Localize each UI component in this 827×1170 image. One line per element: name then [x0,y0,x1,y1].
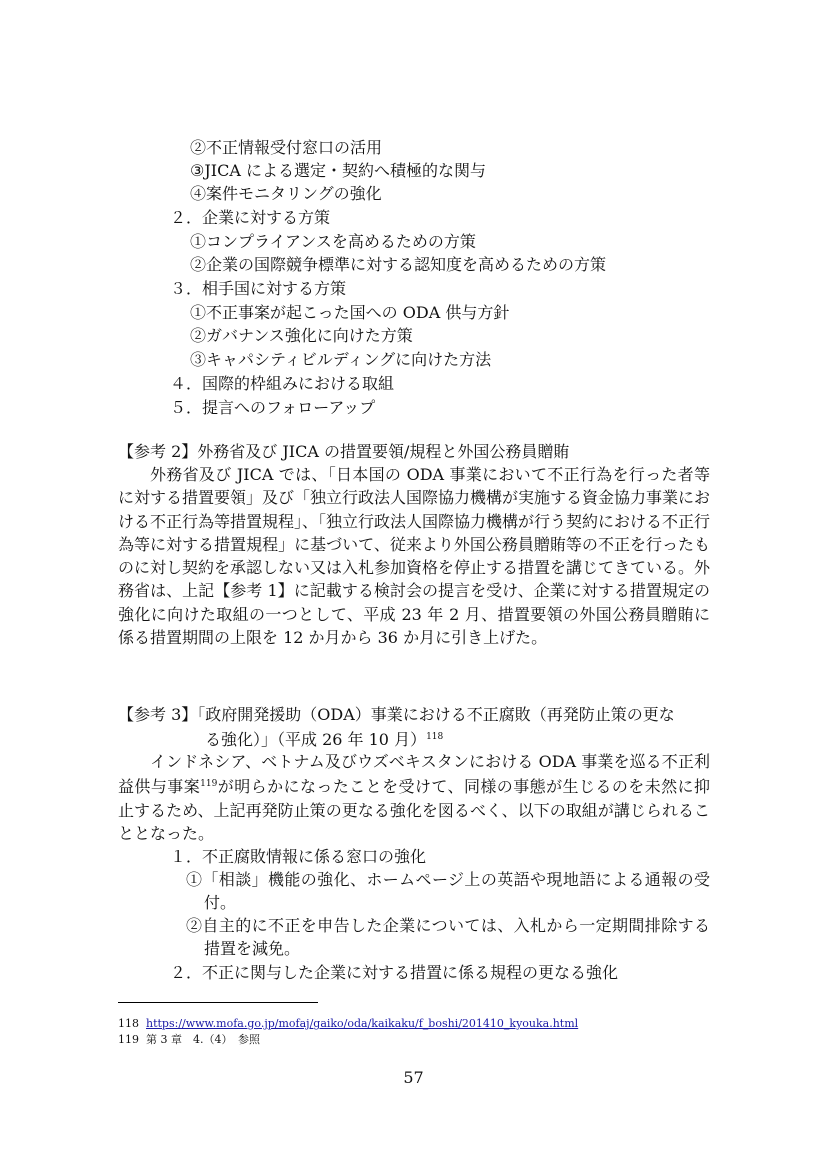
section-heading-continued: る強化）」（平成 26 年 10 月）$^{118}$ [205,730,444,749]
footnote-link[interactable]: https://www.mofa.go.jp/mofaj/gaiko/oda/kaikaku/f_boshi/201410_kyouka.html [146,1017,579,1030]
footnote-text: 第 3 章 4.（4） 参照 [146,1033,260,1046]
list-item: ②ガバナンス強化に向けた方策 [190,326,413,345]
list-item: ③キャパシティビルディングに向けた方法 [190,350,492,369]
section-heading: 【参考 2】外務省及び JICA の措置要領/規程と外国公務員贈賄 [118,442,570,461]
paragraph: インドネシア、ベトナム及びウズベキスタンにおける ODA 事業を巡る不正利益供与事案$^{119}$が明らかになったことを受けて、同様の事態が生じるのを未然に抑止するため、上記再発防止策の更なる強化を図るべく、以下の取組が講じられることとなった。 [118,752,710,843]
footnote-number: 119 [118,1033,139,1046]
list-item: ２．不正に関与した企業に対する措置に係る規程の更なる強化 [170,963,619,982]
list-item: ③JICA による選定・契約へ積極的な関与 [190,161,486,180]
list-item: ４．国際的枠組みにおける取組 [170,374,395,393]
page-number: 57 [403,1068,424,1087]
footnote-ref: 119 [200,779,218,790]
footnote-ref: 118 [426,732,444,742]
list-item: １．不正腐敗情報に係る窓口の強化 [170,847,427,866]
list-item: ２．企業に対する方策 [170,208,331,227]
list-subitem: ②自主的に不正を申告した企業については、入札から一定期間排除する措置を減免。 [186,916,710,959]
list-item: ②企業の国際競争標準に対する認知度を高めるための方策 [190,255,607,274]
list-item: ①コンプライアンスを高めるための方策 [190,232,476,251]
footnote-119 [118,1033,260,1047]
list-item: ５．提言へのフォローアップ [170,398,376,417]
footnote-118 [118,1017,578,1031]
list-item: ①不正事案が起こった国への ODA 供与方針 [190,303,510,322]
list-item: ３．相手国に対する方策 [170,279,347,298]
paragraph: 外務省及び JICA では、「日本国の ODA 事業において不正行為を行った者等に対する措置要領」及び「独立行政法人国際協力機構が実施する資金協力事業における不正行為等措置規程」、「独立行政法人国際協力機構が行う契約における不正行為等に対する措置規程」に基づいて、従来より外国公務員贈賄等の不正を行ったものに対し契約を承認しない又は入札参加資格を停止する措置を講じてきている。外務省は、上記【参考 1】に記載する検討会の提言を受け、企業に対する措置規定の強化に向けた取組の一つとして、平成 23 年 2 月、措置要領の外国公務員贈賄に係る措置期間の上限を 12 か月から 36 か月に引き上げた。 [118,465,711,648]
section-heading: 【参考 3】「政府開発援助（ODA）事業における不正腐敗（再発防止策の更な [118,705,675,724]
list-item: ④案件モニタリングの強化 [190,184,382,203]
footnote-divider [118,1002,318,1003]
footnote-number: 118 [118,1017,139,1030]
list-item: ②不正情報受付窓口の活用 [190,138,383,157]
list-subitem: ①「相談」機能の強化、ホームページ上の英語や現地語による通報の受付。 [186,870,710,913]
